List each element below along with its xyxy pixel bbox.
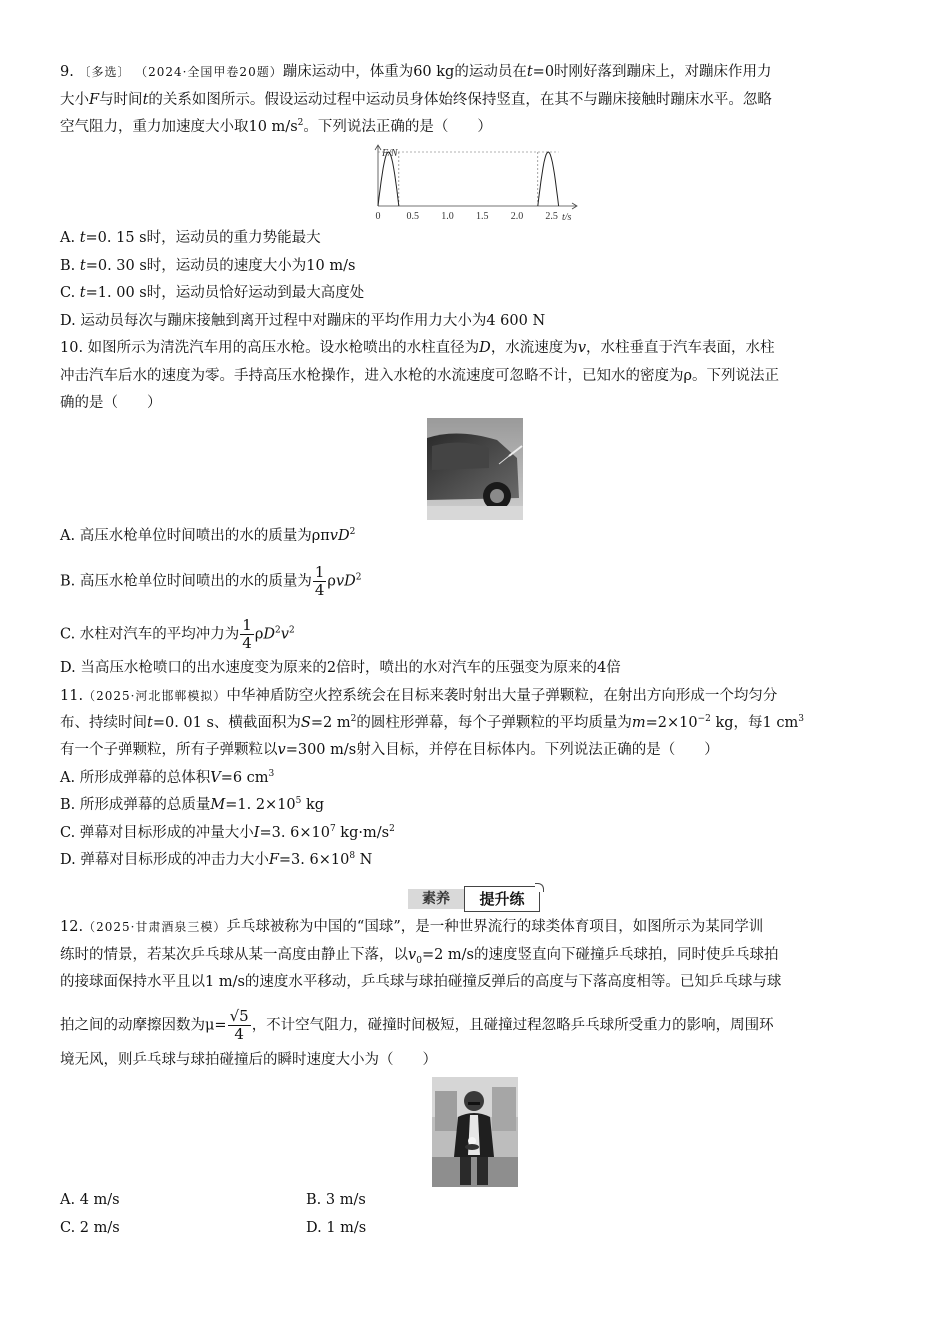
q12-line-1: 12.（2025·甘肃酒泉三模）乒乓球被称为中国的“国球”，是一种世界流行的球类体育项目，如图所示为某同学训 (60, 919, 764, 935)
q9-tag: 〔多选〕 (78, 65, 131, 79)
q12-line-3: 的接球面保持水平且以1 m/s的速度水平移动，乒乓球与球拍碰撞反弹后的高度与下落高度相等。已知乒乓球与球 (60, 974, 782, 990)
force-pulse-curve (378, 152, 399, 206)
force-time-chart (368, 142, 588, 226)
q9-line-3: 空气阻力，重力加速度大小取10 $m/s^2$。下列说法正确的是（ ） (60, 118, 492, 135)
ping-pong-photo (432, 1077, 518, 1187)
q10-option-a: A. 高压水枪单位时间喷出的水的质量为ρπvD$^2$ (60, 527, 356, 544)
q12-option-c: C. 2 m/s (60, 1220, 120, 1236)
y-axis-label: F/N (382, 148, 398, 159)
fraction: $\frac{1}{4}$ (314, 563, 325, 599)
q10-option-b: B. 高压水枪单位时间喷出的水的质量为 $\frac{1}{4}$ ρvD$^2$ (60, 563, 362, 599)
q9-line-2: 大小F与时间t的关系如图所示。假设运动过程中运动员身体始终保持竖直，在其不与蹦床接触时蹦床水平。忽略 (60, 92, 772, 108)
q12-line-4: 拍之间的动摩擦因数为μ= $\frac{√5}{4}$ ，不计空气阻力，碰撞时间极短，且碰撞过程忽略乒乓球所受重力的影响，周围环 (60, 1007, 774, 1043)
q9-option-d: D. 运动员每次与蹦床接触到离开过程中对蹦床的平均作用力大小为4 600 N (60, 313, 546, 329)
q12-option-d: D. 1 m/s (306, 1220, 367, 1236)
q10-option-c: C. 水柱对汽车的平均冲力为 $\frac{1}{4}$ $\rho D^2v^2$ (60, 616, 295, 652)
x-tick-label: 0 (375, 211, 381, 222)
x-tick-label: 0.5 (406, 211, 419, 222)
q10-line-2: 冲击汽车后水的速度为零。手持高压水枪操作，进入水枪的水流速度可忽略不计，已知水的密度为ρ。下列说法正 (60, 368, 780, 384)
q12-line-2: 练时的情景，若某次乒乓球从某一高度由静止下落，以$v_0=2$ m/s的速度竖直向下碰撞乒乓球拍，同时使乒乓球拍 (60, 947, 779, 966)
x-tick-label: 2.0 (510, 211, 524, 222)
q11-line-3: 有一个子弹颗粒，所有子弹颗粒以v=300 m/s射入目标，并停在目标体内。下列说法正确的是（ ） (60, 742, 719, 758)
q10-option-d: D. 当高压水枪喷口的出水速度变为原来的2倍时，喷出的水对汽车的压强变为原来的4倍 (60, 660, 621, 676)
q11-option-b: B. 所形成弹幕的总质量M=1. $2\times 10^5$ kg (60, 796, 325, 813)
banner-left-label: 素养 (408, 889, 464, 909)
q11-option-d: D. 弹幕对目标形成的冲击力大小F=3. $6\times 10^8$ N (60, 851, 373, 868)
q9-option-c: C. t=1. 00 s时，运动员恰好运动到最大高度处 (60, 285, 365, 301)
q9-option-b: B. t=0. 30 s时，运动员的速度大小为10 m/s (60, 258, 356, 274)
q9-source: （2024·全国甲卷20题） (135, 65, 283, 79)
x-axis-label: t/s (562, 212, 572, 223)
fraction: $\frac{√5}{4}$ (229, 1007, 249, 1043)
q11-line-1: 11.（2025·河北邯郸模拟）中华神盾防空火控系统会在目标来袭时射出大量子弹颗粒，在射出方向形成一个均匀分 (60, 688, 778, 704)
q12-line-5: 境无风，则乒乓球与球拍碰撞后的瞬时速度大小为（ ） (60, 1052, 437, 1068)
q11-line-2: 布、持续时间t=0. 01 s、横截面积为S=2 $m^2$的圆柱形弹幕，每个子弹颗粒的平均质量为$m=2\times 10^{-2}$ kg，每1 $cm^3$ (60, 714, 804, 731)
q10-line-1: 10. 如图所示为清洗汽车用的高压水枪。设水枪喷出的水柱直径为D，水流速度为v，水柱垂直于汽车表面，水柱 (60, 340, 775, 356)
q9-number: 9. (60, 64, 74, 80)
q9-line-1: 9. 〔多选〕 （2024·全国甲卷20题）蹦床运动中，体重为60 kg的运动员在t=0时刚好落到蹦床上，对蹦床作用力 (60, 64, 772, 80)
force-pulse-curve (538, 152, 559, 206)
x-tick-label: 1.5 (475, 211, 489, 222)
q9-option-a: A. t=0. 15 s时，运动员的重力势能最大 (60, 230, 321, 246)
car-wash-photo (427, 418, 523, 520)
x-tick-label: 2.5 (545, 211, 558, 222)
q10-line-3: 确的是（ ） (60, 395, 162, 411)
q11-option-c: C. 弹幕对目标形成的冲量大小I=3. $6\times 10^7$ $kg\cdot m/s^2$ (60, 824, 395, 841)
section-banner (408, 886, 544, 912)
fraction: $\frac{1}{4}$ (242, 616, 252, 652)
q12-option-b: B. 3 m/s (306, 1192, 366, 1208)
x-tick-label: 1.0 (441, 211, 454, 222)
banner-curl-decoration (535, 883, 544, 892)
banner-right-label: 提升练 (464, 886, 540, 912)
q11-option-a: A. 所形成弹幕的总体积V=6 $cm^3$ (60, 769, 275, 786)
q12-option-a: A. 4 m/s (60, 1192, 120, 1208)
